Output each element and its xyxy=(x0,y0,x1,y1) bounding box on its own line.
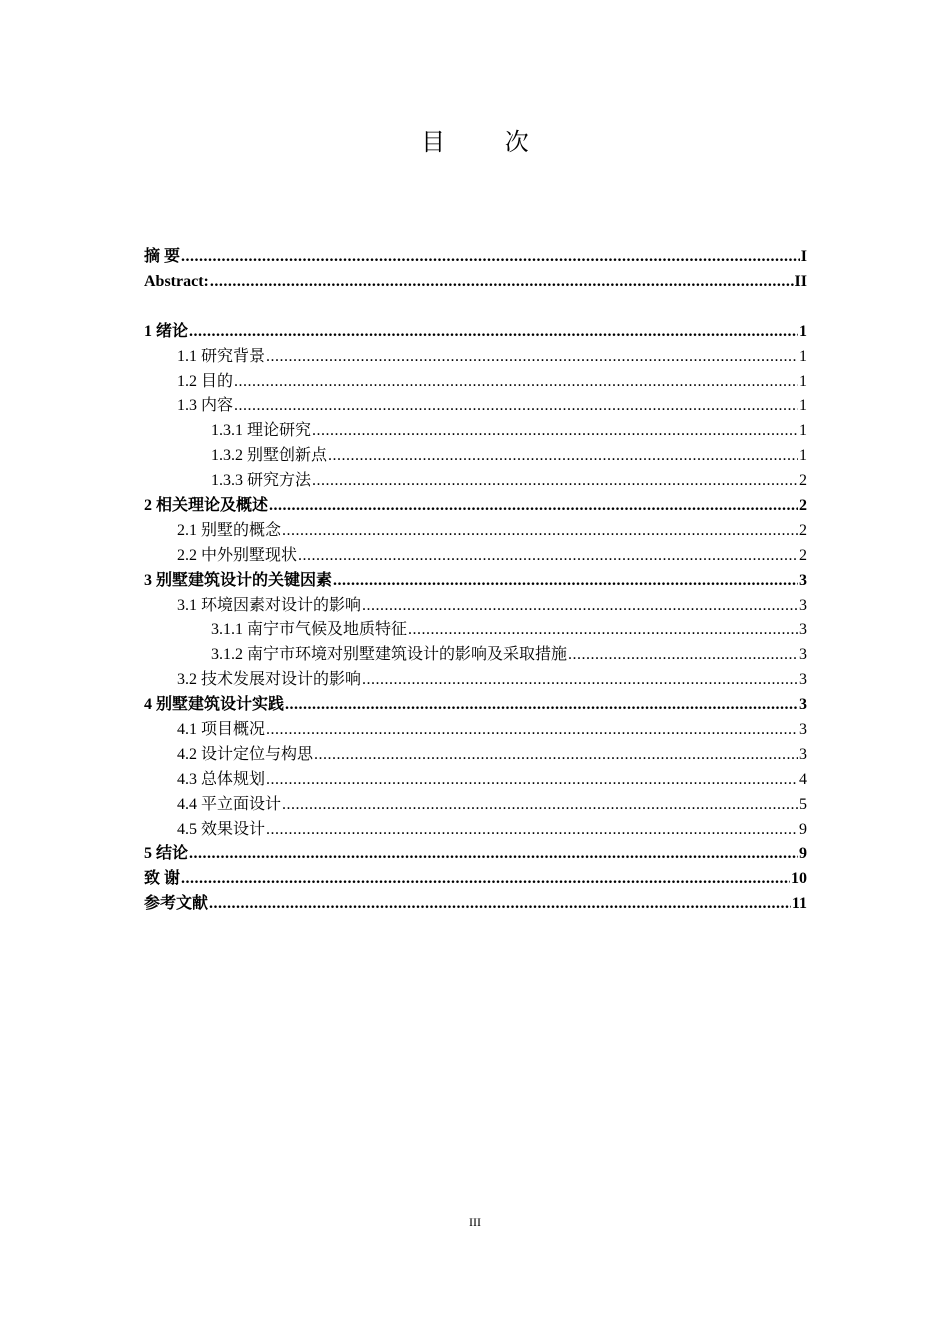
toc-entry-page: 1 xyxy=(799,447,807,465)
toc-entry-label: 摘 要 xyxy=(144,248,181,265)
toc-entry-page: 2 xyxy=(799,472,807,490)
toc-entry-page: 10 xyxy=(791,870,807,888)
toc-entry-label: 3.1.1 南宁市气候及地质特征 xyxy=(211,621,408,639)
toc-entry-label: 4.2 设计定位与构思 xyxy=(177,745,314,763)
toc-entry-page: 1 xyxy=(799,372,807,390)
toc-entry-page: 3 xyxy=(799,671,807,689)
toc-dot-leader xyxy=(333,569,798,594)
toc-entry-page: 1 xyxy=(799,322,807,340)
toc-entry-page: 11 xyxy=(791,895,807,913)
toc-dot-leader xyxy=(234,370,798,395)
toc-entry-label: 5 结论 xyxy=(144,845,189,863)
toc-entry[interactable] xyxy=(144,444,807,469)
toc-entry-label: 3.1 环境因素对设计的影响 xyxy=(177,596,362,614)
toc-entry-page: 3 xyxy=(799,745,807,763)
toc-entry-label: 3 别墅建筑设计的关键因素 xyxy=(144,571,333,589)
toc-dot-leader xyxy=(266,718,798,743)
toc-dot-leader xyxy=(314,743,798,768)
toc-entry[interactable] xyxy=(144,793,807,818)
toc-entry[interactable] xyxy=(144,718,807,743)
toc-entry-page: 3 xyxy=(799,596,807,614)
toc-entry-label: 1 绪论 xyxy=(144,322,189,340)
toc-entry-page: II xyxy=(794,272,807,290)
toc-dot-leader xyxy=(282,519,798,544)
footer-page-number: III xyxy=(469,1215,481,1229)
toc-dot-leader xyxy=(298,544,798,569)
toc-entry-page: 2 xyxy=(799,521,807,539)
toc-entry[interactable] xyxy=(144,818,807,843)
toc-dot-leader xyxy=(266,818,798,843)
toc-entry-page: 3 xyxy=(799,646,807,664)
toc-entry[interactable] xyxy=(144,544,807,569)
toc-dot-leader xyxy=(312,419,798,444)
toc-entry-label: 3.2 技术发展对设计的影响 xyxy=(177,671,362,689)
toc-entry[interactable] xyxy=(144,842,807,867)
toc-dot-leader xyxy=(266,768,798,793)
toc-entry-label: 4 别墅建筑设计实践 xyxy=(144,696,285,714)
toc-dot-leader xyxy=(362,668,798,693)
toc-dot-leader xyxy=(408,618,798,643)
toc-dot-leader xyxy=(269,494,798,519)
toc-entry-label: 3.1.2 南宁市环境对别墅建筑设计的影响及采取措施 xyxy=(211,646,568,664)
toc-entry-label: 4.3 总体规划 xyxy=(177,770,266,788)
toc-dot-leader xyxy=(362,594,798,619)
toc-entry-label: 1.2 目的 xyxy=(177,372,234,390)
toc-dot-leader xyxy=(209,892,791,917)
toc-entry-label: 1.3.1 理论研究 xyxy=(211,422,312,440)
toc-entry-page: 4 xyxy=(799,770,807,788)
table-of-contents xyxy=(144,245,807,917)
toc-entry-page: 9 xyxy=(799,820,807,838)
toc-entry-page: 3 xyxy=(799,721,807,739)
toc-entry-page: 3 xyxy=(799,571,807,589)
toc-entry-page: 2 xyxy=(799,546,807,564)
toc-entry[interactable] xyxy=(144,594,807,619)
toc-entry-page: 1 xyxy=(799,347,807,365)
toc-entry[interactable] xyxy=(144,419,807,444)
toc-entry[interactable] xyxy=(144,569,807,594)
toc-dot-leader xyxy=(282,793,798,818)
toc-dot-leader xyxy=(328,444,798,469)
toc-entry-page: 9 xyxy=(799,845,807,863)
toc-entry[interactable] xyxy=(144,768,807,793)
toc-dot-leader xyxy=(210,270,794,295)
page-title: 目 次 xyxy=(421,128,555,156)
toc-entry[interactable] xyxy=(144,519,807,544)
toc-entry[interactable] xyxy=(144,469,807,494)
toc-dot-leader xyxy=(285,693,798,718)
toc-entry[interactable] xyxy=(144,270,807,295)
toc-entry-page: 3 xyxy=(799,696,807,714)
toc-entry-label: 1.3 内容 xyxy=(177,397,234,415)
toc-dot-leader xyxy=(189,320,798,345)
toc-entry[interactable] xyxy=(144,494,807,519)
toc-entry-label: 4.4 平立面设计 xyxy=(177,795,282,813)
toc-entry[interactable] xyxy=(144,693,807,718)
toc-entry-label: 1.3.3 研究方法 xyxy=(211,472,312,490)
toc-entry[interactable] xyxy=(144,345,807,370)
toc-entry[interactable] xyxy=(144,245,807,270)
toc-entry[interactable] xyxy=(144,892,807,917)
toc-entry[interactable] xyxy=(144,394,807,419)
toc-entry[interactable] xyxy=(144,668,807,693)
toc-dot-leader xyxy=(181,245,800,270)
toc-entry-page: 2 xyxy=(799,497,807,515)
toc-dot-leader xyxy=(189,842,798,867)
toc-entry-page: 5 xyxy=(799,795,807,813)
toc-dot-leader xyxy=(266,345,798,370)
toc-entry-label: Abstract: xyxy=(144,272,209,290)
toc-entry-label: 参考文献 xyxy=(144,895,209,913)
toc-entry-page: I xyxy=(800,248,807,265)
toc-entry-label: 1.1 研究背景 xyxy=(177,347,266,365)
toc-entry-label: 致 谢 xyxy=(144,870,181,888)
toc-entry[interactable] xyxy=(144,618,807,643)
toc-entry[interactable] xyxy=(144,867,807,892)
toc-dot-leader xyxy=(312,469,798,494)
toc-entry-label: 2.2 中外别墅现状 xyxy=(177,546,298,564)
toc-entry[interactable] xyxy=(144,743,807,768)
toc-entry-label: 4.1 项目概况 xyxy=(177,721,266,739)
toc-entry-page: 3 xyxy=(799,621,807,639)
toc-entry[interactable] xyxy=(144,370,807,395)
toc-entry-label: 4.5 效果设计 xyxy=(177,820,266,838)
toc-dot-leader xyxy=(181,867,790,892)
toc-entry-page: 1 xyxy=(799,397,807,415)
toc-entry-label: 2.1 别墅的概念 xyxy=(177,521,282,539)
toc-entry[interactable] xyxy=(144,643,807,668)
toc-dot-leader xyxy=(568,643,798,668)
toc-dot-leader xyxy=(234,394,798,419)
toc-entry-page: 1 xyxy=(799,422,807,440)
toc-entry-label: 2 相关理论及概述 xyxy=(144,497,269,515)
toc-entry[interactable] xyxy=(144,320,807,345)
toc-entry-label: 1.3.2 别墅创新点 xyxy=(211,447,328,465)
